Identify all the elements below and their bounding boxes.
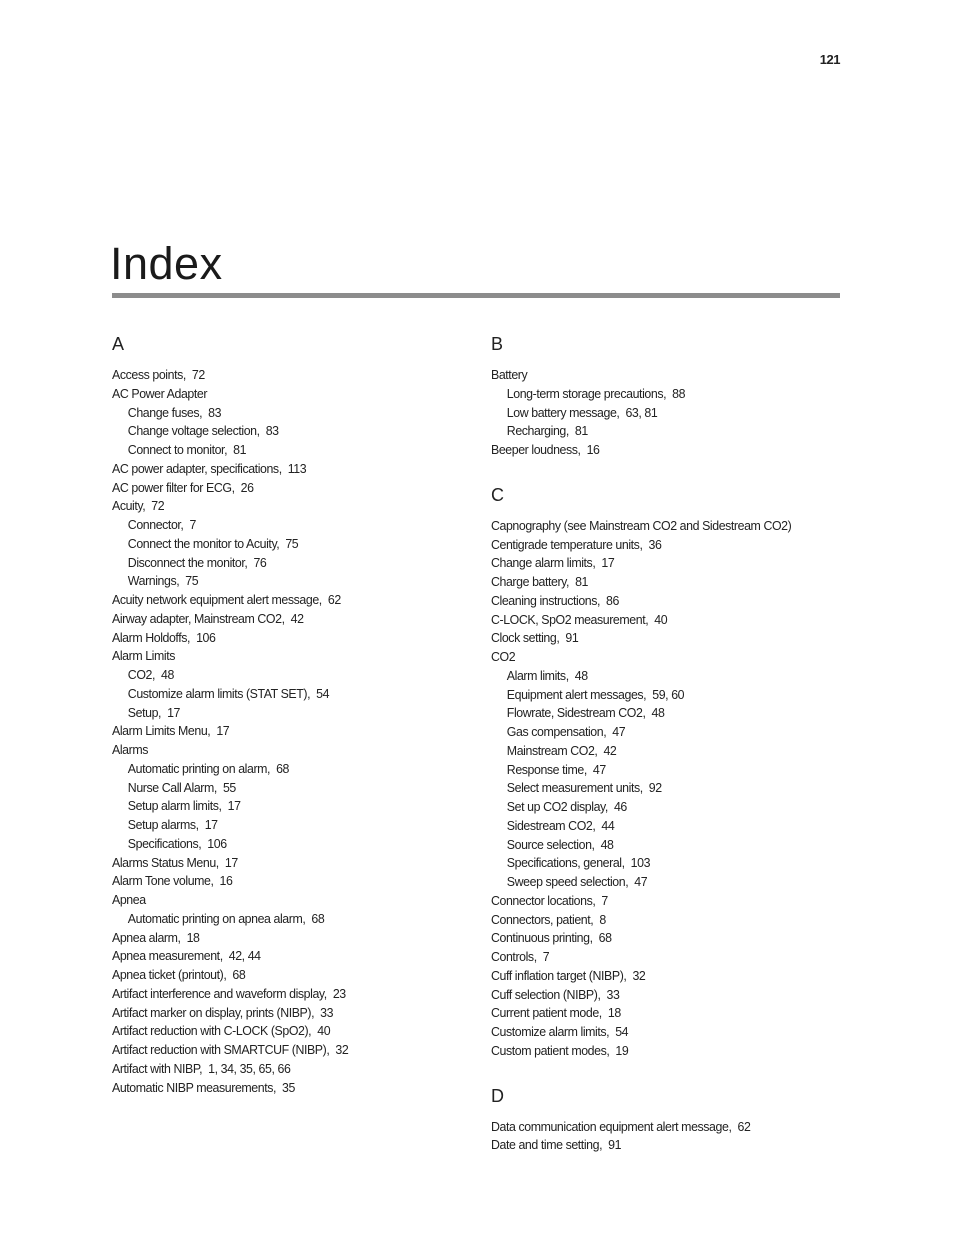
entry-term: Custom patient modes <box>491 1042 607 1058</box>
entry-pages: , 17 <box>592 555 614 570</box>
entry-term: Controls <box>491 949 534 964</box>
index-subentry <box>112 422 447 441</box>
section-letter: C <box>491 484 504 505</box>
index-subentry <box>112 516 447 535</box>
entry-term: Clock setting <box>491 630 557 646</box>
index-entry <box>112 610 447 629</box>
index-subentry <box>112 910 447 929</box>
entry-term: Gas compensation <box>506 724 604 739</box>
index-entry <box>112 460 447 479</box>
index-subentry <box>491 686 817 705</box>
index-subentry <box>491 667 817 686</box>
entry-term: Automatic NIBP measurements <box>112 1079 273 1095</box>
entry-term: Equipment alert messages <box>506 686 644 702</box>
index-entry <box>112 629 447 648</box>
index-entry <box>112 947 447 966</box>
index-section-c <box>491 483 841 1061</box>
index-entry <box>491 629 817 648</box>
entry-term: Specifications <box>127 835 199 851</box>
entry-term: Response time <box>506 761 584 777</box>
section-letter: D <box>491 1085 504 1106</box>
index-entry <box>491 1004 817 1023</box>
entry-term: Setup alarms <box>127 817 196 832</box>
entry-pages: , 18 <box>178 930 200 945</box>
entry-term: Alarms <box>112 742 148 757</box>
index-subentry <box>491 761 817 780</box>
entry-pages: , 76 <box>244 555 266 570</box>
entry-pages: , 86 <box>597 593 619 608</box>
entry-term: CO2 <box>127 667 152 682</box>
entry-pages: , 26 <box>232 480 254 495</box>
index-entry <box>112 1022 447 1041</box>
index-column-right <box>491 330 841 1155</box>
entry-pages: , 83 <box>199 405 221 420</box>
title-rule <box>112 293 840 298</box>
index-entry <box>491 592 817 611</box>
entry-pages: , 48 <box>152 667 174 682</box>
entry-pages: , 68 <box>267 761 289 776</box>
index-entry <box>112 891 447 910</box>
section-letter: A <box>112 334 125 354</box>
index-subentry <box>491 873 817 892</box>
index-entry <box>112 591 447 610</box>
index-subentry <box>112 704 447 723</box>
entry-term: Nurse Call Alarm <box>127 779 214 795</box>
entry-term: Change alarm limits <box>491 555 593 571</box>
entry-pages: , 23 <box>324 986 346 1001</box>
entry-term: Apnea ticket (printout) <box>112 967 224 982</box>
index-entry <box>491 366 817 385</box>
index-entry <box>112 1041 447 1060</box>
entry-pages: , 88 <box>663 386 685 401</box>
entry-term: Apnea <box>112 892 146 907</box>
entry-term: Charge battery <box>491 574 567 589</box>
index-entry <box>112 985 447 1004</box>
entry-term: Artifact reduction with C-LOCK (SpO2) <box>112 1023 309 1039</box>
index-subentry <box>491 723 817 742</box>
index-entry <box>491 517 817 536</box>
entry-pages: , 46 <box>605 799 627 814</box>
entry-term: CO2 <box>491 649 516 664</box>
index-entry <box>112 872 447 891</box>
index-entry <box>491 892 817 911</box>
entry-pages: , 35 <box>273 1080 295 1095</box>
entry-term: Centigrade temperature units <box>491 536 640 552</box>
entry-pages: , 55 <box>214 780 236 795</box>
entry-pages: , 91 <box>599 1137 621 1152</box>
entry-term: Automatic printing on alarm <box>127 760 268 776</box>
index-subentry <box>112 685 447 704</box>
index-entry <box>112 741 447 760</box>
index-entry <box>491 536 817 555</box>
index-entry <box>112 366 447 385</box>
entry-term: Cuff selection (NIBP) <box>491 986 598 1002</box>
entry-pages: , 42 <box>594 743 616 758</box>
index-entry <box>491 967 817 986</box>
entry-pages: , 18 <box>599 1005 621 1020</box>
entry-pages: , 17 <box>158 705 180 720</box>
entry-term: Alarm limits <box>506 667 566 683</box>
entry-pages: , 19 <box>606 1043 628 1058</box>
index-subentry <box>112 779 447 798</box>
entry-pages: , 91 <box>556 630 578 645</box>
index-subentry <box>491 779 817 798</box>
entry-term: Connector locations <box>491 892 593 908</box>
index-subentry <box>491 704 817 723</box>
index-entry <box>112 479 447 498</box>
index-entry <box>491 441 817 460</box>
entry-term: Artifact marker on display, prints (NIBP) <box>112 1004 312 1020</box>
entry-term: Acuity <box>112 498 143 514</box>
index-subentry <box>491 854 817 873</box>
index-section-d <box>491 1084 841 1156</box>
index-subentry <box>112 797 447 816</box>
entry-term: Flowrate, Sidestream CO2 <box>506 705 643 721</box>
entry-pages: , 40 <box>308 1023 330 1038</box>
entry-term: Connector <box>127 517 181 532</box>
entry-pages: , 106 <box>198 836 226 851</box>
entry-pages: , 54 <box>307 686 329 701</box>
entry-term: Automatic printing on apnea alarm <box>127 910 303 926</box>
entry-term: Alarm Limits Menu <box>112 723 208 739</box>
index-subentry <box>112 404 447 423</box>
entry-pages: , 54 <box>606 1024 628 1039</box>
entry-term: Customize alarm limits (STAT SET) <box>127 685 308 701</box>
entry-term: Artifact with NIBP <box>112 1060 200 1076</box>
entry-pages: , 68 <box>590 930 612 945</box>
entry-term: Alarms Status Menu <box>112 854 216 870</box>
entry-term: Mainstream CO2 <box>506 742 595 758</box>
index-subentry <box>491 742 817 761</box>
index-entry <box>491 1136 817 1155</box>
entry-term: Change fuses <box>127 404 200 420</box>
index-entry <box>112 854 447 873</box>
entry-term: Connect the monitor to Acuity <box>127 535 277 551</box>
index-subentry <box>112 572 447 591</box>
entry-term: Set up CO2 display <box>506 799 605 814</box>
entry-pages: , 106 <box>187 630 215 645</box>
index-entry <box>491 986 817 1005</box>
entry-term: Artifact interference and waveform display <box>112 985 324 1001</box>
entry-pages: , 92 <box>640 780 662 795</box>
index-entry <box>112 722 447 741</box>
entry-term: Data communication equipment alert message <box>491 1118 729 1134</box>
index-column-left <box>112 330 472 1097</box>
index-entry <box>491 948 817 967</box>
entry-pages: , 68 <box>302 911 324 926</box>
entry-term: Airway adapter, Mainstream CO2 <box>112 610 282 626</box>
entry-pages: , 47 <box>603 724 625 739</box>
entry-pages: , 83 <box>257 423 279 438</box>
entry-term: Connect to monitor <box>127 442 225 457</box>
entry-term: Alarm Limits <box>112 648 176 664</box>
index-subentry <box>491 404 817 423</box>
entry-term: Current patient mode <box>491 1005 599 1021</box>
entry-pages: , 59, 60 <box>643 687 684 702</box>
entry-term: Battery <box>491 367 528 382</box>
entry-pages: , 17 <box>207 723 229 738</box>
index-subentry <box>491 422 817 441</box>
entry-pages: , 47 <box>625 874 647 889</box>
entry-term: Beeper loudness <box>491 442 578 457</box>
entry-pages: , 1, 34, 35, 65, 66 <box>199 1061 290 1076</box>
entry-pages: , 63, 81 <box>616 405 657 420</box>
entry-pages: , 32 <box>326 1042 348 1057</box>
index-subentry <box>112 441 447 460</box>
index-subentry <box>491 836 817 855</box>
entry-pages: , 42, 44 <box>220 948 261 963</box>
entry-pages: , 7 <box>534 949 550 964</box>
index-entry <box>491 929 817 948</box>
entry-term: Alarm Holdoffs <box>112 629 188 645</box>
entry-pages: , 48 <box>642 705 664 720</box>
entry-pages: , 48 <box>592 837 614 852</box>
entry-term: Sidestream CO2 <box>506 817 593 833</box>
entry-pages: , 8 <box>590 912 606 927</box>
entry-pages: , 72 <box>183 367 205 382</box>
index-entry <box>112 385 447 404</box>
index-subentry <box>112 554 447 573</box>
entry-pages: , 81 <box>566 574 588 589</box>
index-entry <box>112 929 447 948</box>
index-entry <box>112 1004 447 1023</box>
entry-pages: , 48 <box>566 668 588 683</box>
entry-pages: , 17 <box>219 798 241 813</box>
section-letter: B <box>491 334 504 354</box>
entry-term: Warnings <box>127 573 177 589</box>
index-section-a <box>112 332 472 1097</box>
entry-term: Specifications, general <box>506 855 622 871</box>
entry-term: Access points <box>112 367 183 382</box>
entry-pages: , 42 <box>282 611 304 626</box>
entry-pages: , 47 <box>584 762 606 777</box>
entry-pages: , 81 <box>566 423 588 438</box>
entry-pages: , 75 <box>176 573 198 588</box>
entry-term: Change voltage selection <box>127 423 257 439</box>
entry-term: Apnea measurement <box>112 948 220 964</box>
index-section-b <box>491 332 841 460</box>
entry-pages: , 32 <box>623 968 645 983</box>
entry-term: Connectors, patient <box>491 911 591 927</box>
entry-pages: , 103 <box>622 855 650 870</box>
index-entry <box>491 554 817 573</box>
entry-pages: , 40 <box>645 612 667 627</box>
entry-pages: , 16 <box>211 873 233 888</box>
entry-term: Cleaning instructions <box>491 592 598 608</box>
index-entry <box>112 966 447 985</box>
entry-term: AC power filter for ECG <box>112 479 232 495</box>
entry-term: Acuity network equipment alert message <box>112 592 319 607</box>
entry-pages: , 16 <box>578 442 600 457</box>
entry-term: Alarm Tone volume <box>112 873 211 889</box>
entry-term: Date and time setting <box>491 1137 600 1153</box>
entry-pages: , 62 <box>319 592 341 607</box>
entry-term: Recharging <box>506 423 566 439</box>
entry-term: Setup alarm limits <box>127 798 219 814</box>
entry-pages: , 44 <box>592 818 614 833</box>
index-entry <box>491 1118 817 1137</box>
index-subentry <box>112 816 447 835</box>
entry-term: Cuff inflation target (NIBP) <box>491 967 624 983</box>
index-entry <box>112 647 447 666</box>
entry-pages: , 113 <box>279 461 307 476</box>
index-entry <box>491 648 817 667</box>
entry-term: Source selection <box>506 836 592 852</box>
entry-term: AC power adapter, specifications <box>112 460 279 476</box>
index-subentry <box>112 760 447 779</box>
index-subentry <box>112 535 447 554</box>
entry-pages: , 17 <box>216 855 238 870</box>
index-entry <box>491 911 817 930</box>
entry-term: Customize alarm limits <box>491 1024 607 1039</box>
entry-pages: , 17 <box>196 817 218 832</box>
index-entry <box>491 1023 817 1042</box>
entry-pages: , 7 <box>180 517 196 532</box>
entry-term: Low battery message <box>506 404 617 420</box>
entry-pages: , 72 <box>142 498 164 513</box>
entry-term: Disconnect the monitor <box>127 554 245 570</box>
entry-term: Select measurement units <box>506 780 640 796</box>
index-subentry <box>491 817 817 836</box>
index-subentry <box>491 798 817 817</box>
entry-term: Continuous printing <box>491 930 590 946</box>
entry-pages: , 81 <box>224 442 246 457</box>
page-number: 121 <box>819 52 840 67</box>
entry-pages: , 75 <box>276 536 298 551</box>
entry-pages: , 33 <box>311 1005 333 1020</box>
entry-pages: , 36 <box>639 537 661 552</box>
entry-term: Capnography (see Mainstream CO2 and Sidestream CO2) <box>491 517 792 533</box>
entry-term: Long-term storage precautions <box>506 385 664 401</box>
index-entry <box>112 497 447 516</box>
entry-term: Setup <box>127 704 159 720</box>
entry-term: Apnea alarm <box>112 929 178 945</box>
entry-term: Artifact reduction with SMARTCUF (NIBP) <box>112 1042 327 1057</box>
index-entry <box>491 1042 817 1061</box>
index-subentry <box>112 666 447 685</box>
index-subentry <box>112 835 447 854</box>
entry-pages: , 7 <box>592 893 608 908</box>
entry-pages: , 68 <box>223 967 245 982</box>
index-entry <box>112 1079 447 1098</box>
entry-pages: , 62 <box>728 1119 750 1134</box>
index-entry <box>112 1060 447 1079</box>
index-entry <box>491 611 817 630</box>
index-subentry <box>491 385 817 404</box>
index-entry <box>491 573 817 592</box>
entry-term: AC Power Adapter <box>112 385 208 401</box>
entry-pages: , 33 <box>597 987 619 1002</box>
entry-term: Sweep speed selection <box>506 874 626 889</box>
page-title: Index <box>110 238 223 289</box>
entry-term: C-LOCK, SpO2 measurement <box>491 611 646 627</box>
